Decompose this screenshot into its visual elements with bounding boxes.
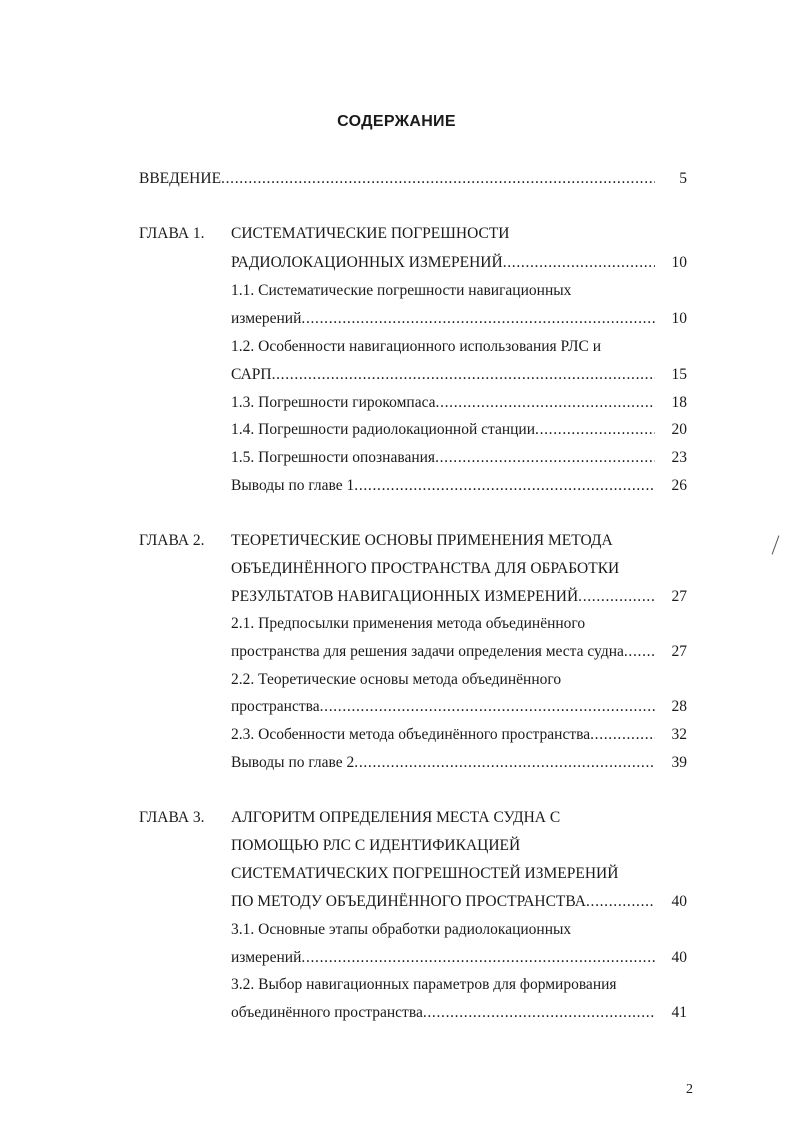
- toc-page-number: 39: [671, 754, 687, 771]
- dot-leader: [301, 946, 655, 970]
- toc-page-number: 27: [671, 643, 687, 660]
- section-line: 2.3. Особенности метода объединённого пространства . . .: [231, 723, 655, 747]
- section-line: измерений . . .: [231, 946, 655, 970]
- toc-page-number: 10: [671, 254, 687, 271]
- chapter-title-line: ТЕОРЕТИЧЕСКИЕ ОСНОВЫ ПРИМЕНЕНИЯ МЕТОДА: [231, 532, 613, 549]
- toc-page-number: 5: [679, 170, 687, 187]
- section-line: пространства . . .: [231, 695, 655, 719]
- toc-page-number: 41: [671, 1004, 687, 1021]
- dot-leader: [535, 418, 655, 442]
- dot-leader: [503, 251, 655, 275]
- section-line: 1.5. Погрешности опознавания . . .: [231, 446, 655, 470]
- page-title: СОДЕРЖАНИЕ: [337, 113, 456, 130]
- dot-leader: [320, 695, 655, 719]
- page-number: 2: [686, 1082, 693, 1097]
- dot-leader: [423, 1001, 655, 1025]
- chapter-label: ГЛАВА 3.: [139, 809, 205, 826]
- chapter-title-line: АЛГОРИТМ ОПРЕДЕЛЕНИЯ МЕСТА СУДНА С: [231, 809, 561, 826]
- chapter-label: ГЛАВА 1.: [139, 225, 205, 242]
- section-line: 3.2. Выбор навигационных параметров для формирования: [231, 976, 617, 993]
- chapter-title-line: СИСТЕМАТИЧЕСКИЕ ПОГРЕШНОСТИ: [231, 225, 510, 242]
- section-line: Выводы по главе 1 . . .: [231, 474, 655, 498]
- dot-leader: [624, 640, 655, 664]
- toc-page-number: 28: [671, 698, 687, 715]
- toc-page-number: 23: [671, 449, 687, 466]
- chapter-title-line: ПОМОЩЬЮ РЛС С ИДЕНТИФИКАЦИЕЙ: [231, 837, 521, 854]
- toc-page-number: 18: [671, 394, 687, 411]
- dot-leader: [436, 391, 655, 415]
- toc-page-number: 10: [671, 310, 687, 327]
- toc-entry-intro: [139, 167, 655, 191]
- toc-page-number: 32: [671, 726, 687, 743]
- chapter-title-line: ОБЪЕДИНЁННОГО ПРОСТРАНСТВА ДЛЯ ОБРАБОТКИ: [231, 560, 620, 577]
- dot-leader: [435, 446, 655, 470]
- section-line: 1.1. Систематические погрешности навигационных: [231, 282, 572, 299]
- section-line: 2.2. Теоретические основы метода объединённого: [231, 671, 562, 688]
- toc-page-number: 15: [671, 366, 687, 383]
- dot-leader: [354, 474, 655, 498]
- scan-mark: [772, 535, 780, 554]
- section-line: объединённого пространства . . .: [231, 1001, 655, 1025]
- section-line: 1.3. Погрешности гирокомпаса . . .: [231, 391, 655, 415]
- section-line: пространства для решения задачи определения места судна . . .: [231, 640, 655, 664]
- dot-leader: [586, 890, 655, 914]
- dot-leader: [301, 307, 655, 331]
- toc-page-number: 26: [671, 477, 687, 494]
- chapter-title-line: РЕЗУЛЬТАТОВ НАВИГАЦИОННЫХ ИЗМЕРЕНИЙ . . .: [231, 585, 655, 609]
- toc-page-number: 40: [671, 893, 687, 910]
- toc-entry-text: ВВЕДЕНИЕ: [139, 170, 222, 187]
- dot-leader: [272, 363, 655, 387]
- section-line: 2.1. Предпосылки применения метода объединённого: [231, 615, 586, 632]
- toc-page-number: 27: [671, 588, 687, 605]
- section-line: 1.2. Особенности навигационного использования РЛС и: [231, 338, 602, 355]
- dot-leader: [590, 723, 655, 747]
- dot-leader: [578, 585, 655, 609]
- dot-leader: [354, 751, 655, 775]
- section-line: САРП . . .: [231, 363, 655, 387]
- chapter-title-line: РАДИОЛОКАЦИОННЫХ ИЗМЕРЕНИЙ . . .: [231, 251, 655, 275]
- section-line: Выводы по главе 2 . . .: [231, 751, 655, 775]
- chapter-label: ГЛАВА 2.: [139, 532, 205, 549]
- toc-page-number: 40: [671, 949, 687, 966]
- toc-page-number: 20: [671, 421, 687, 438]
- section-line: 3.1. Основные этапы обработки радиолокационных: [231, 921, 572, 938]
- section-line: измерений . . .: [231, 307, 655, 331]
- dot-leader: [221, 167, 655, 191]
- chapter-title-line: СИСТЕМАТИЧЕСКИХ ПОГРЕШНОСТЕЙ ИЗМЕРЕНИЙ: [231, 865, 619, 882]
- section-line: 1.4. Погрешности радиолокационной станции . . .: [231, 418, 655, 442]
- chapter-title-line: ПО МЕТОДУ ОБЪЕДИНЁННОГО ПРОСТРАНСТВА . . .: [231, 890, 655, 914]
